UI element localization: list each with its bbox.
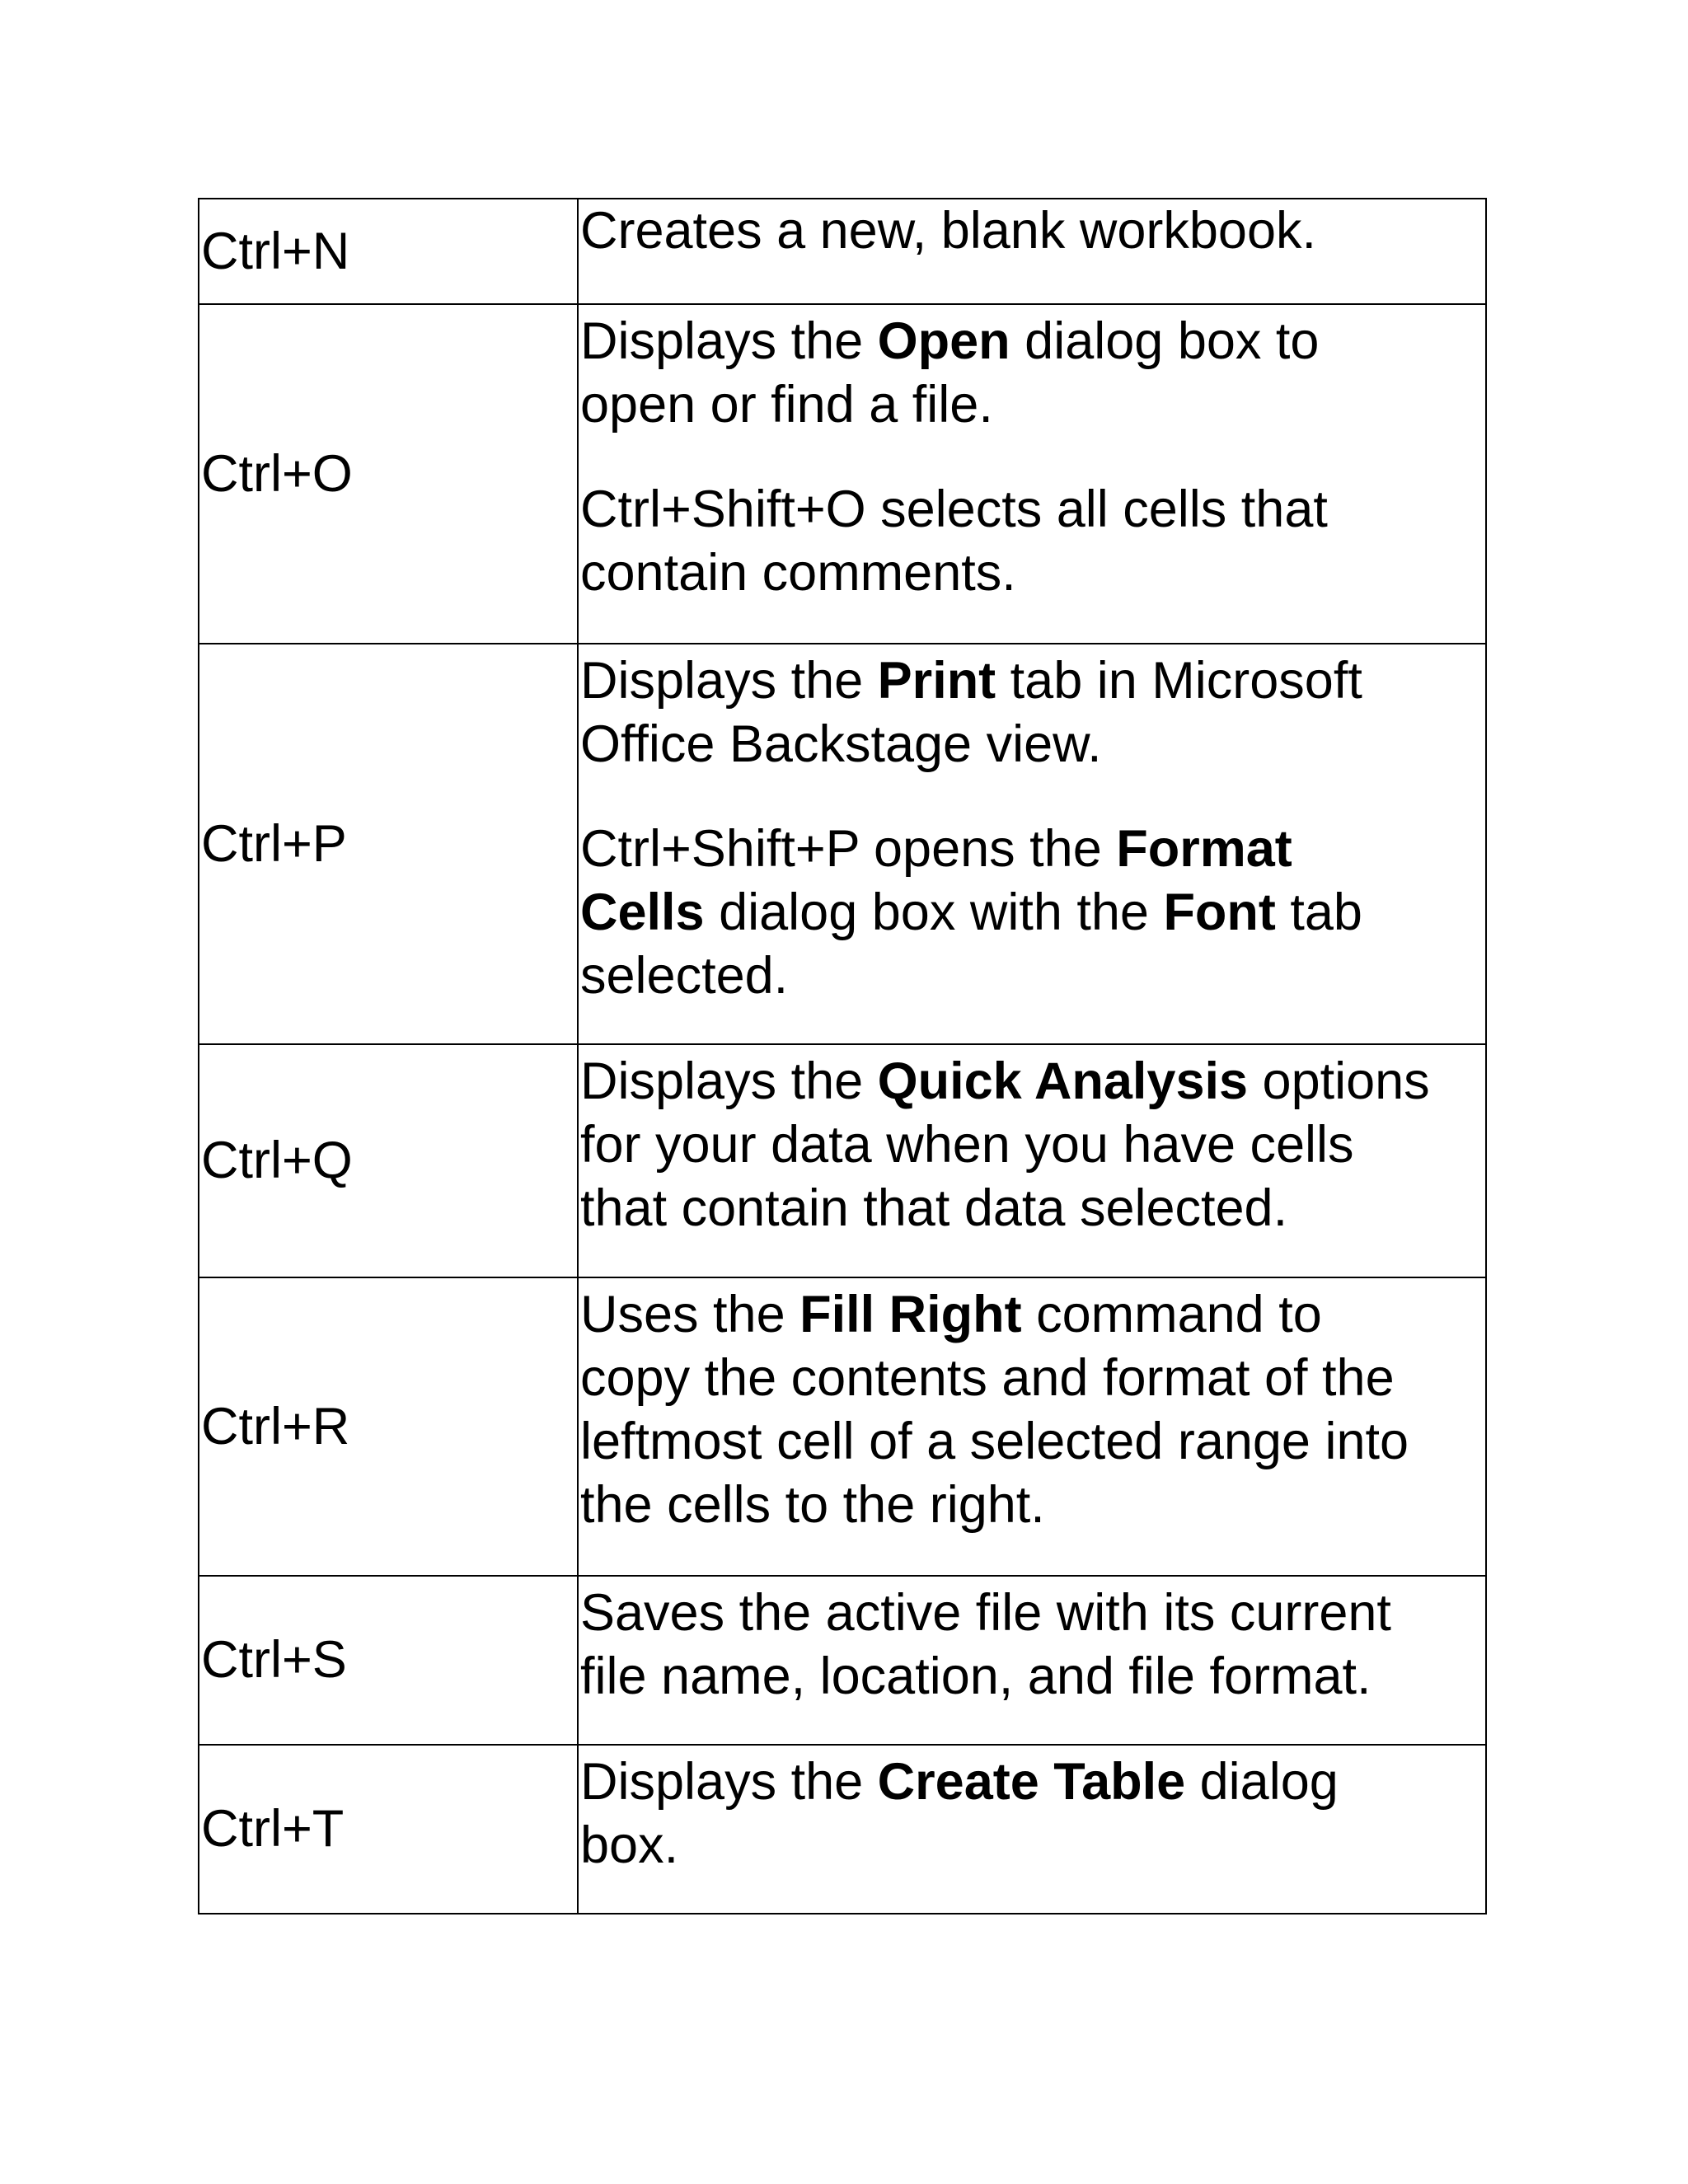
description-text: Displays the — [580, 1753, 878, 1811]
description-line — [580, 478, 1485, 541]
description-text: copy the contents and format of the — [580, 1349, 1395, 1407]
description-text: Uses the — [580, 1286, 800, 1343]
shortcut-key: Ctrl+T — [199, 1745, 578, 1914]
shortcut-key: Ctrl+S — [199, 1576, 578, 1745]
description-text: tab — [1275, 883, 1362, 941]
shortcut-table — [198, 198, 1487, 1915]
shortcut-table-body — [199, 199, 1486, 1914]
description-line — [580, 373, 1485, 437]
table-row — [199, 199, 1486, 304]
description-line — [580, 1050, 1485, 1113]
description-line — [580, 310, 1485, 373]
description-paragraph — [580, 1283, 1485, 1537]
bold-term: Font — [1163, 883, 1276, 941]
bold-term: Create Table — [877, 1753, 1186, 1811]
table-row — [199, 1576, 1486, 1745]
description-text: Displays the — [580, 652, 878, 710]
description-line — [580, 199, 1485, 263]
shortcut-key: Ctrl+O — [199, 304, 578, 644]
description-text: Displays the — [580, 312, 878, 370]
shortcut-key: Ctrl+Q — [199, 1044, 578, 1277]
description-line — [580, 881, 1485, 944]
table-row — [199, 1044, 1486, 1277]
description-paragraph — [580, 1750, 1485, 1877]
description-line — [580, 713, 1485, 776]
description-text: Ctrl+Shift+P opens the — [580, 820, 1117, 878]
bold-term: Format — [1116, 820, 1292, 878]
description-text: Saves the active file with its current — [580, 1584, 1391, 1642]
description-text: Ctrl+Shift+O selects all cells that — [580, 480, 1328, 538]
description-text: tab in Microsoft — [996, 652, 1362, 710]
bold-term: Fill Right — [799, 1286, 1022, 1343]
description-line — [580, 1582, 1485, 1645]
shortcut-key: Ctrl+R — [199, 1277, 578, 1576]
bold-term: Print — [877, 652, 996, 710]
description-text: leftmost cell of a selected range into — [580, 1413, 1409, 1470]
description-text: dialog — [1185, 1753, 1339, 1811]
description-text: Creates a new, blank workbook. — [580, 202, 1316, 260]
description-paragraph — [580, 649, 1485, 776]
description-text: Displays the — [580, 1052, 878, 1110]
description-text: dialog box with the — [704, 883, 1164, 941]
description-line — [580, 1347, 1485, 1410]
shortcut-key: Ctrl+N — [199, 199, 578, 304]
description-text: contain comments. — [580, 544, 1016, 602]
description-text: that contain that data selected. — [580, 1179, 1288, 1237]
description-line — [580, 1814, 1485, 1877]
description-paragraph — [580, 199, 1485, 263]
description-line — [580, 541, 1485, 605]
description-text: Office Backstage view. — [580, 715, 1102, 773]
shortcut-description — [578, 1277, 1486, 1576]
description-text: file name, location, and file format. — [580, 1647, 1372, 1705]
description-text: the cells to the right. — [580, 1476, 1045, 1534]
table-row — [199, 1277, 1486, 1576]
table-row — [199, 644, 1486, 1044]
description-text: dialog box to — [1010, 312, 1320, 370]
shortcut-description — [578, 1745, 1486, 1914]
description-text: options — [1248, 1052, 1430, 1110]
description-line — [580, 1750, 1485, 1814]
shortcut-key: Ctrl+P — [199, 644, 578, 1044]
bold-term: Quick Analysis — [877, 1052, 1249, 1110]
description-line — [580, 649, 1485, 713]
description-line — [580, 1177, 1485, 1240]
table-row — [199, 304, 1486, 644]
description-line — [580, 1474, 1485, 1537]
shortcut-description — [578, 644, 1486, 1044]
table-row — [199, 1745, 1486, 1914]
shortcut-description — [578, 304, 1486, 644]
description-line — [580, 1645, 1485, 1708]
description-paragraph — [580, 818, 1485, 1008]
shortcut-description — [578, 199, 1486, 304]
description-line — [580, 944, 1485, 1008]
description-line — [580, 1113, 1485, 1177]
bold-term: Cells — [580, 883, 705, 941]
description-paragraph — [580, 1050, 1485, 1240]
shortcut-description — [578, 1044, 1486, 1277]
description-text: for your data when you have cells — [580, 1116, 1354, 1174]
description-line — [580, 818, 1485, 881]
description-line — [580, 1410, 1485, 1474]
description-paragraph — [580, 478, 1485, 605]
description-line — [580, 1283, 1485, 1347]
bold-term: Open — [877, 312, 1010, 370]
description-paragraph — [580, 310, 1485, 437]
description-text: open or find a file. — [580, 376, 993, 434]
description-text: selected. — [580, 947, 789, 1005]
description-text: command to — [1021, 1286, 1322, 1343]
description-text: box. — [580, 1816, 679, 1874]
shortcut-description — [578, 1576, 1486, 1745]
description-paragraph — [580, 1582, 1485, 1708]
